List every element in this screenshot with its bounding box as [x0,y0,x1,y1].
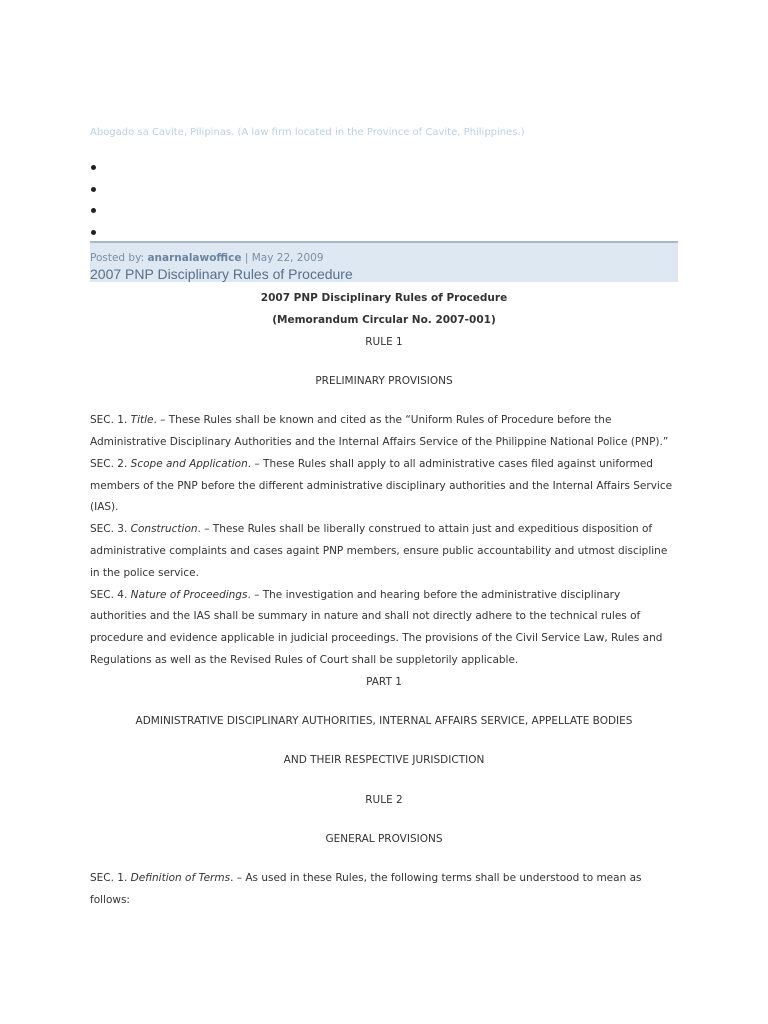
part-heading: ADMINISTRATIVE DISCIPLINARY AUTHORITIES, INTERNAL AFFAIRS SERVICE, APPELLATE BODIES [135,715,633,728]
section-title: Nature of Proceedings [130,588,248,601]
post-header [90,241,678,282]
section-number: SEC. 1. [90,872,128,885]
section-text: . – These Rules shall apply to all administrative cases filed against uniformed members of the PNP before the different administrative disciplinary authorities and the Internal Affairs Service (IAS). [90,457,673,514]
section-title: Definition of Terms [130,872,231,885]
rule-heading: PRELIMINARY PROVISIONS [315,374,453,387]
section-text: . – These Rules shall be known and cited as the “Uniform Rules of Procedure before the Administrative Disciplinary Authorities and the Internal Affairs Service of the Philippine National Police (PNP).” [90,414,669,448]
section-paragraph [90,585,678,672]
site-tagline[interactable]: Abogado sa Cavite, Pilipinas. (A law firm located in the Province of Cavite, Philippines.) [90,127,525,138]
rule-label: RULE 1 [365,335,403,348]
section-text: . – These Rules shall be liberally construed to attain just and expeditious disposition of administrative complaints and cases againt PNP members, ensure public accountability and utmost discipline in the police service. [90,523,668,579]
section-title: Scope and Application [130,457,248,470]
part-heading: AND THEIR RESPECTIVE JURISDICTION [283,754,485,767]
rule-heading: GENERAL PROVISIONS [325,832,443,845]
post-author-link[interactable]: anarnalawoffice [147,252,242,264]
posted-by-label: Posted by: [90,252,145,264]
section-title: Title [130,414,154,427]
post-body [90,288,678,912]
section-paragraph [90,454,678,519]
document-title: 2007 PNP Disciplinary Rules of Procedure [260,292,508,304]
post-date: May 22, 2009 [251,252,324,264]
post-meta [90,252,324,264]
section-number: SEC. 1. [90,414,128,427]
section-paragraph [90,868,678,912]
section-number: SEC. 3. [90,523,128,536]
meta-separator: | [244,252,249,264]
part-label: PART 1 [366,675,402,688]
rule-label: RULE 2 [365,793,403,806]
post-title[interactable]: 2007 PNP Disciplinary Rules of Procedure [90,266,353,282]
document-subtitle: (Memorandum Circular No. 2007-001) [272,313,496,326]
section-title: Construction [130,523,198,536]
section-number: SEC. 2. [90,457,128,470]
section-paragraph [90,410,678,454]
section-number: SEC. 4. [90,588,128,601]
section-text: . – The investigation and hearing before the administrative disciplinary authorities and the IAS shall be summary in nature and shall not directly adhere to the technical rules of procedure and evidence applicable in judicial proceedings. The provisions of the Civil Service Law, Rules and Regulations as well as the Revised Rules of Court shall be suppletorily applicable. [90,588,663,666]
section-text: . – As used in these Rules, the following terms shall be understood to mean as follows: [90,872,642,907]
section-paragraph [90,519,678,584]
